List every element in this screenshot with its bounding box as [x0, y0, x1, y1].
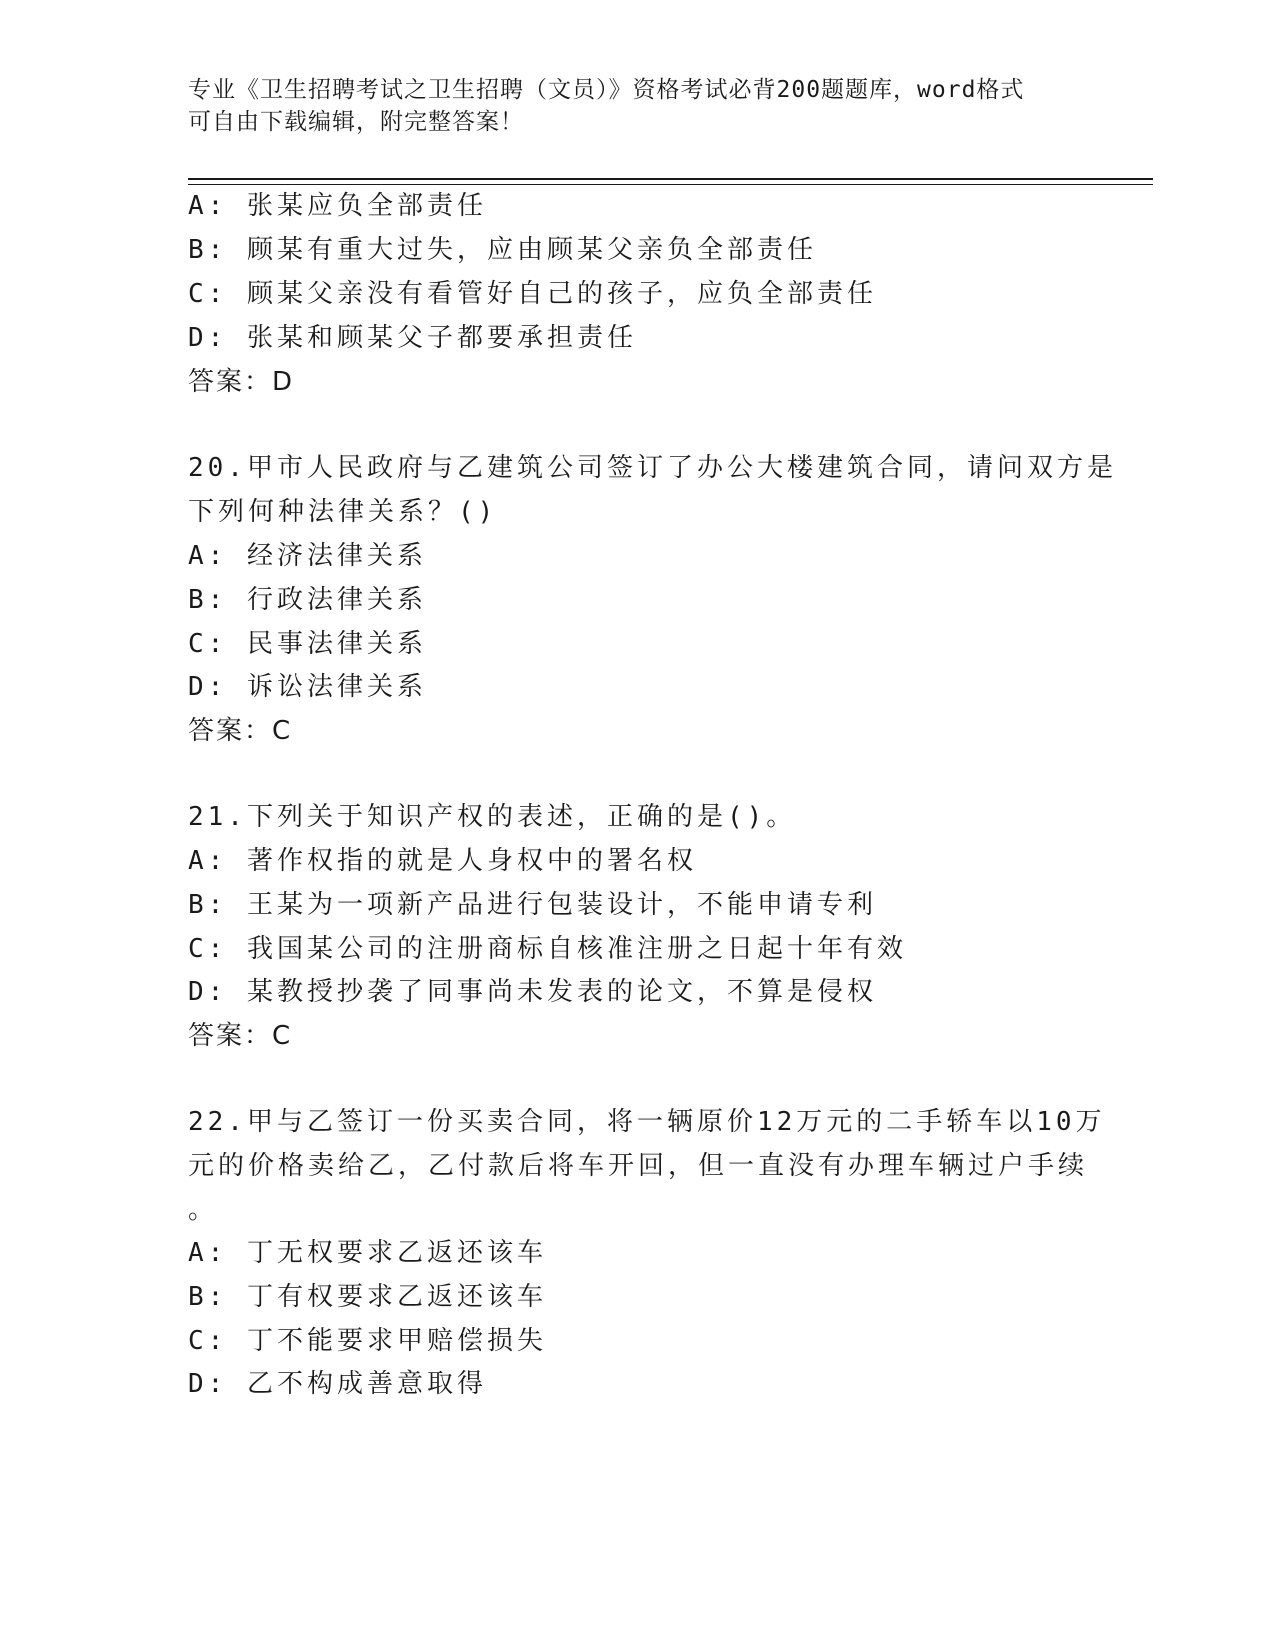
q20-answer: 答案：C: [188, 716, 293, 746]
q20-stem-line-1: 20.甲市人民政府与乙建筑公司签订了办公大楼建筑合同，请问双方是: [188, 453, 1117, 483]
q20-option-c: C: 民事法律关系: [188, 629, 427, 659]
q22-option-b: B: 丁有权要求乙返还该车: [188, 1282, 547, 1312]
header-line-2: 可自由下载编辑，附完整答案！: [188, 109, 524, 135]
q19-option-d: D: 张某和顾某父子都要承担责任: [188, 323, 637, 353]
header-rule-thin: [188, 184, 1153, 185]
q20-stem-line-2: 下列何种法律关系？(): [188, 497, 498, 527]
q20-option-a: A: 经济法律关系: [188, 541, 427, 571]
q19-answer: 答案：D: [188, 367, 295, 397]
header-line-1: 专业《卫生招聘考试之卫生招聘（文员）》资格考试必背200题题库，word格式: [188, 77, 1025, 103]
q22-option-a: A: 丁无权要求乙返还该车: [188, 1238, 547, 1268]
q21-option-b: B: 王某为一项新产品进行包装设计，不能申请专利: [188, 890, 877, 920]
q19-option-b: B: 顾某有重大过失，应由顾某父亲负全部责任: [188, 235, 817, 265]
q22-option-d: D: 乙不构成善意取得: [188, 1369, 487, 1399]
q20-option-d: D: 诉讼法律关系: [188, 672, 427, 702]
q22-stem-line-3: 。: [188, 1195, 219, 1225]
document-header: [188, 74, 1088, 138]
q19-option-c: C: 顾某父亲没有看管好自己的孩子，应负全部责任: [188, 279, 877, 309]
q21-answer: 答案：C: [188, 1021, 293, 1051]
header-rule-thick: [188, 178, 1153, 180]
q20-option-b: B: 行政法律关系: [188, 585, 427, 615]
q21-stem-line-1: 21.下列关于知识产权的表述，正确的是()。: [188, 802, 797, 832]
q22-stem-line-2: 元的价格卖给乙，乙付款后将车开回，但一直没有办理车辆过户手续: [188, 1151, 1089, 1181]
q19-option-a: A: 张某应负全部责任: [188, 191, 487, 221]
q22-option-c: C: 丁不能要求甲赔偿损失: [188, 1326, 547, 1356]
q21-option-d: D: 某教授抄袭了同事尚未发表的论文，不算是侵权: [188, 977, 877, 1007]
q22-stem-line-1: 22.甲与乙签订一份买卖合同，将一辆原价12万元的二手轿车以10万: [188, 1107, 1106, 1137]
q21-option-c: C: 我国某公司的注册商标自核准注册之日起十年有效: [188, 934, 907, 964]
q21-option-a: A: 著作权指的就是人身权中的署名权: [188, 846, 697, 876]
